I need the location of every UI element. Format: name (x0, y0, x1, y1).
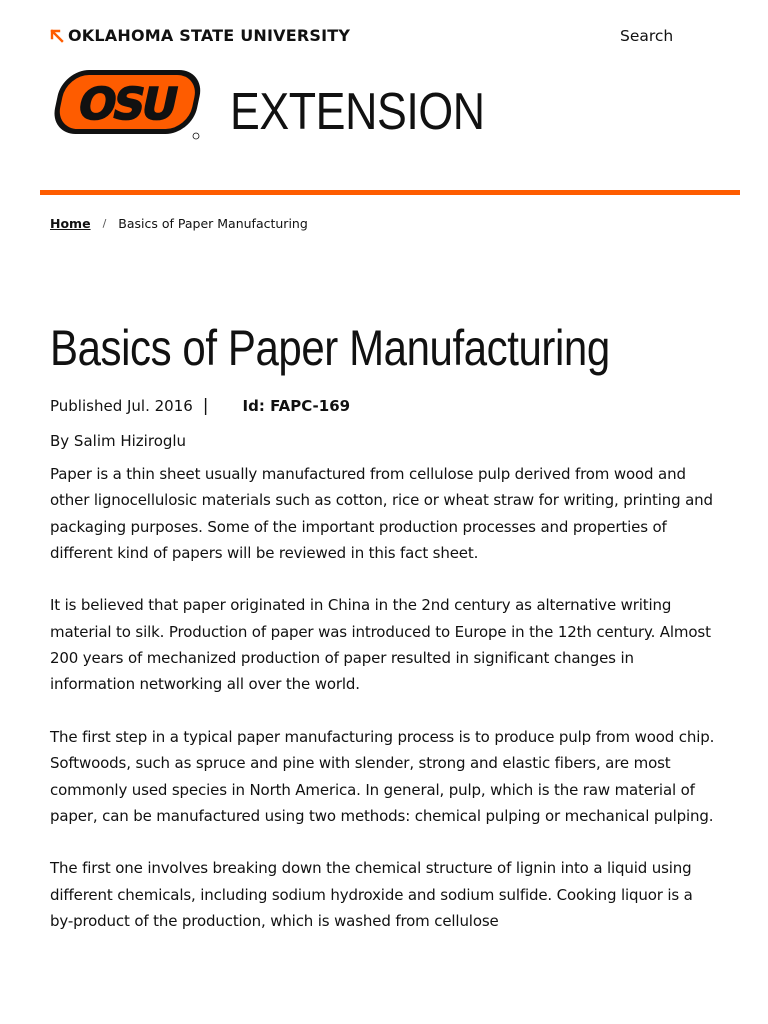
university-home-link[interactable] (50, 26, 350, 46)
university-name: OKLAHOMA STATE UNIVERSITY (68, 26, 351, 45)
article-paragraph: It is believed that paper originated in China in the 2nd century as alternative writing material to silk. Production of paper was introduced to Europe in the 12th century. Almost 200 years of mechanized production of paper resulted in significant changes in information networking all over the world. (50, 596, 711, 694)
breadcrumb-current: Basics of Paper Manufacturing (118, 216, 308, 231)
top-bar (0, 0, 768, 70)
author-byline: By Salim Hiziroglu (50, 432, 187, 450)
header-divider (40, 190, 740, 195)
breadcrumb (50, 215, 308, 233)
osu-logo[interactable] (50, 66, 202, 142)
site-brand (50, 66, 750, 156)
breadcrumb-home-link[interactable]: Home (50, 216, 91, 231)
article-paragraph: Paper is a thin sheet usually manufactured from cellulose pulp derived from wood and other lignocellulosic materials such as cotton, rice or wheat straw for writing, printing and packaging purposes. Some of the important production processes and properties of different kind of papers will be reviewed in this fact sheet. (50, 465, 713, 562)
logo-text: OSU (73, 79, 181, 130)
arrow-up-left-icon (50, 29, 64, 43)
article-paragraph: The first one involves breaking down the chemical structure of lignin into a liquid using different chemicals, including sodium hydroxide and sodium sulfide. Cooking liquor is a by-product of the production, which is washed from cellulose (50, 859, 693, 931)
page-title: Basics of Paper Manufacturing (50, 320, 610, 376)
extension-title: EXTENSION (230, 83, 485, 141)
search-button[interactable]: Search (620, 27, 674, 45)
article-meta (50, 395, 350, 417)
meta-separator: | (202, 396, 209, 416)
fact-sheet-id: Id: FAPC-169 (242, 397, 351, 415)
article-body (50, 461, 715, 961)
breadcrumb-separator: / (102, 217, 107, 230)
article-paragraph: The first step in a typical paper manufacturing process is to produce pulp from wood chip. Softwoods, such as spruce and pine with slender, strong and elastic fibers, are most commonly used species in North America. In general, pulp, which is the raw material of paper, can be manufactured using two methods: chemical pulping or mechanical pulping. (50, 727, 715, 825)
published-date: Published Jul. 2016 (50, 397, 193, 415)
